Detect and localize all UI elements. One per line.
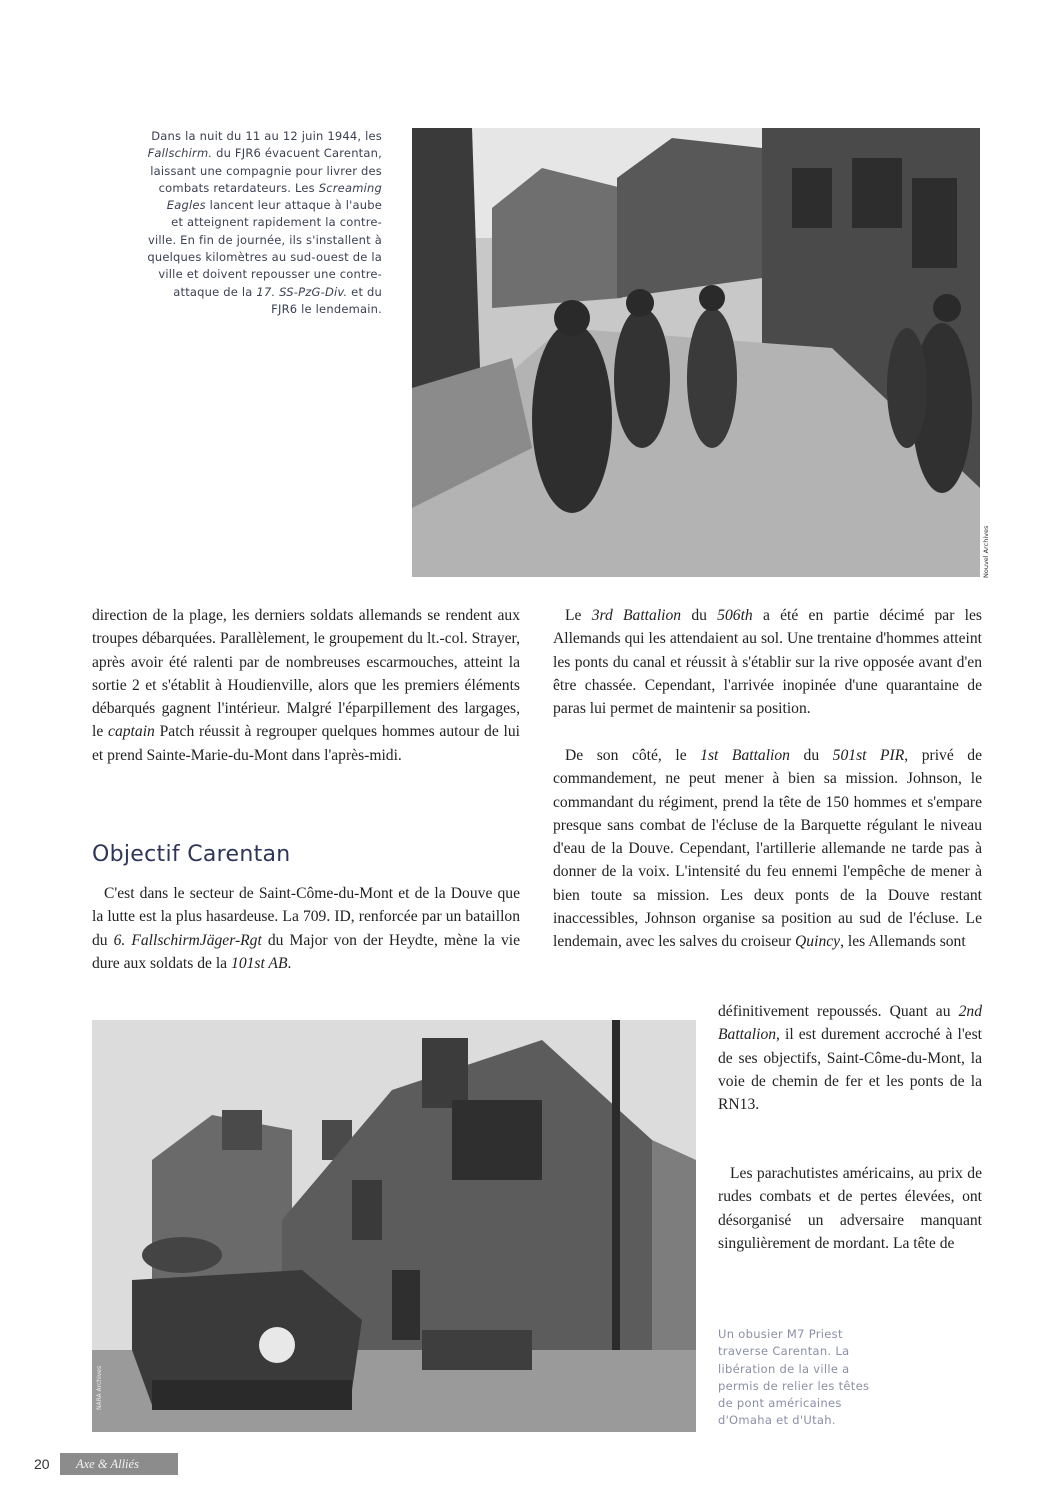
caption-line: de pont américaines bbox=[718, 1396, 842, 1411]
caption-line: Eagles lancent leur attaque à l'aube bbox=[166, 198, 382, 213]
caption-line: Un obusier M7 Priest bbox=[718, 1327, 843, 1341]
caption-line: traverse Carentan. La bbox=[718, 1344, 850, 1359]
photo-street-soldiers bbox=[412, 128, 980, 577]
caption-line: quelques kilomètres au sud-ouest de la bbox=[147, 250, 382, 265]
caption-line: libération de la ville a bbox=[718, 1361, 850, 1376]
folio-label: Axe & Alliés bbox=[60, 1453, 178, 1475]
body-paragraph: Le 3rd Battalion du 506th a été en partie décimé par les Allemands qui les attendaient au sol. Une trentaine d'hommes atteint les ponts du canal et réussit à s'établir sur la rive opposée avant d'en être chassée. Cependant, l'arrivée inopinée d'une quarantaine de paras lui permet de maintenir sa position. bbox=[553, 607, 982, 718]
caption-line: attaque de la 17. SS-PzG-Div. et du bbox=[173, 284, 382, 299]
photo-caption-top bbox=[96, 128, 382, 318]
photo-credit: Nouvel Archives bbox=[982, 525, 990, 578]
caption-line: Dans la nuit du 11 au 12 juin 1944, les bbox=[151, 129, 382, 143]
caption-line: permis de relier les têtes bbox=[718, 1378, 870, 1393]
caption-line: FJR6 le lendemain. bbox=[271, 301, 382, 316]
caption-line: et atteignent rapidement la contre- bbox=[171, 215, 382, 230]
caption-line: ville et doivent repousser une contre- bbox=[158, 267, 382, 282]
page-number: 20 bbox=[34, 1456, 50, 1472]
body-paragraph: De son côté, le 1st Battalion du 501st PIR, privé de commandement, ne peut mener à bien sa mission. Johnson, le commandant du régiment, prend la tête de 150 hommes et s'empare presque sans combat de l'écluse de la Barquette régulant le niveau d'eau de la Douve. Cependant, l'artillerie allemande ne tarde pas à donner de la voix. L'intensité du feu ennemi l'empêche de mener à bien toute sa mission. Les deux ponts de la Douve restant inaccessibles, Johnson organise sa position au sud de l'écluse. Le lendemain, avec les salves du croiseur Quincy, les Allemands sont bbox=[553, 747, 983, 951]
caption-line: laissant une compagnie pour livrer des bbox=[150, 163, 382, 178]
photo-m7-priest bbox=[92, 1020, 696, 1432]
section-heading: Objectif Carentan bbox=[92, 842, 291, 867]
caption-line: Fallschirm. du FJR6 évacuent Carentan, bbox=[147, 146, 382, 161]
caption-line: combats retardateurs. Les Screaming bbox=[158, 180, 382, 195]
caption-line: ville. En fin de journée, ils s'installent à bbox=[148, 232, 382, 247]
caption-line: d'Omaha et d'Utah. bbox=[718, 1413, 836, 1428]
photo-caption-bottom bbox=[718, 1326, 928, 1430]
body-paragraph: C'est dans le secteur de Saint-Côme-du-Mont et de la Douve que la lutte est la plus hasardeuse. La 709. ID, renforcée par un bataillon du 6. FallschirmJäger-Rgt du Major von der Heydte, mène la vie dure aux soldats de la 101st AB. bbox=[92, 885, 520, 972]
body-paragraph: Les parachutistes américains, au prix de rudes combats et de pertes élevées, ont désorganisé un adversaire manquant singulièrement de mordant. La tête de bbox=[718, 1165, 982, 1252]
body-paragraph: direction de la plage, les derniers soldats allemands se rendent aux troupes débarquées. Parallèlement, le groupement du lt.-col. Strayer, après avoir été ralenti par de nombreuses escarmouches, atteint la sortie 2 et s'établit à Houdienville, alors que les premiers éléments débarqués gagnent l'intérieur. Malgré l'éparpillement des largages, le captain Patch réussit à regrouper quelques hommes autour de lui et prend Sainte-Marie-du-Mont dans l'après-midi. bbox=[92, 607, 521, 764]
photo-credit: NARA Archives bbox=[96, 1365, 103, 1410]
body-paragraph: définitivement repoussés. Quant au 2nd Battalion, il est durement accroché à l'est de ses objectifs, Saint-Côme-du-Mont, la voie de chemin de fer et les ponts de la RN13. bbox=[718, 1003, 982, 1114]
